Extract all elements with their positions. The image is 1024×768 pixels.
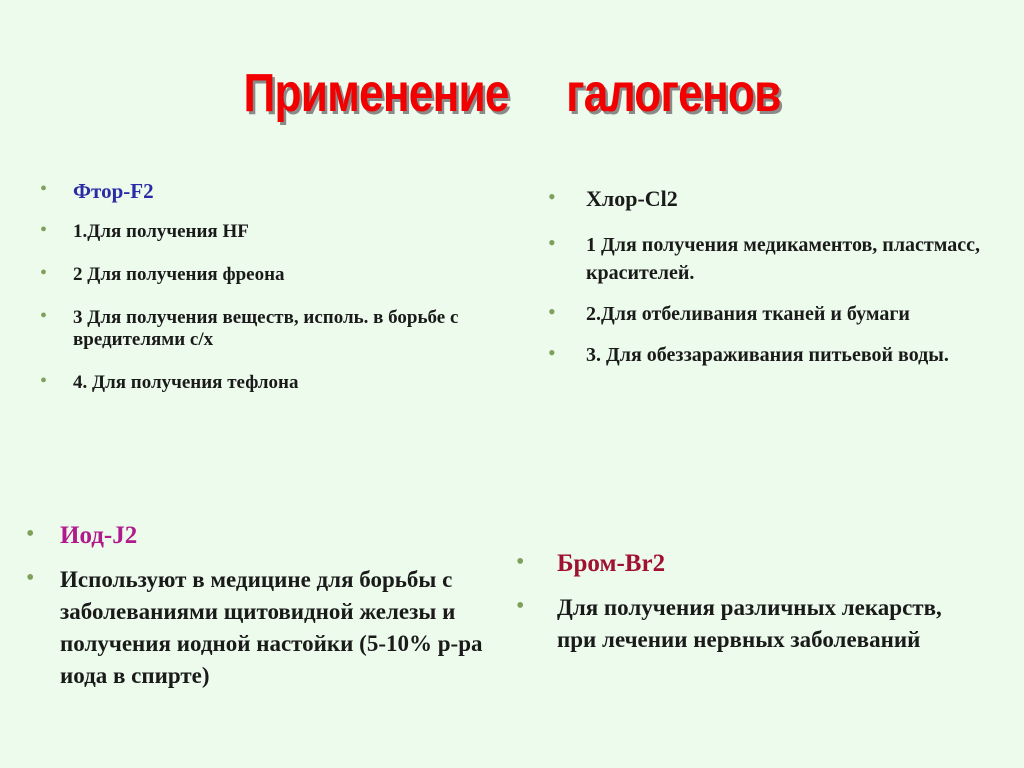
fluorine-item-1: • 1.Для получения HF xyxy=(40,221,480,243)
iodine-section xyxy=(26,520,486,704)
iodine-subscript: 2 xyxy=(124,522,138,549)
fluorine-heading: • Фтор-F2 xyxy=(40,180,480,202)
chlorine-heading: • Хлор-Cl2 xyxy=(548,185,988,213)
bromine-item-1: • Для получения различных лекарств, при лечении нервных заболеваний xyxy=(516,592,986,656)
bromine-section xyxy=(516,548,986,668)
chlorine-item-2: • 2.Для отбеливания тканей и бумаги xyxy=(548,300,988,328)
fluorine-item-4: • 4. Для получения тефлона xyxy=(40,372,480,394)
fluorine-item-3: • 3 Для получения веществ, исполь. в борьбе с вредителями с/х xyxy=(40,307,480,351)
chlorine-section xyxy=(548,185,988,382)
slide-title: Применение галогенов xyxy=(243,63,781,123)
fluorine-subscript: 2 xyxy=(143,179,154,203)
fluorine-item-2: • 2 Для получения фреона xyxy=(40,264,480,286)
fluorine-section xyxy=(40,180,480,415)
chlorine-subscript: 2 xyxy=(666,186,678,211)
iodine-item-1: • Используют в медицине для борьбы с заболеваниями щитовидной железы и получения иодной настойки (5-10% р-ра иода в спирте) xyxy=(26,564,486,692)
iodine-heading: • Иод-J2 xyxy=(26,520,486,552)
chlorine-item-1: • 1 Для получения медикаментов, пластмасс, красителей. xyxy=(548,231,988,287)
chlorine-item-3: • 3. Для обеззараживания питьевой воды. xyxy=(548,341,988,369)
bromine-subscript: 2 xyxy=(652,550,666,577)
bromine-heading: • Бром-Br2 xyxy=(516,548,986,580)
